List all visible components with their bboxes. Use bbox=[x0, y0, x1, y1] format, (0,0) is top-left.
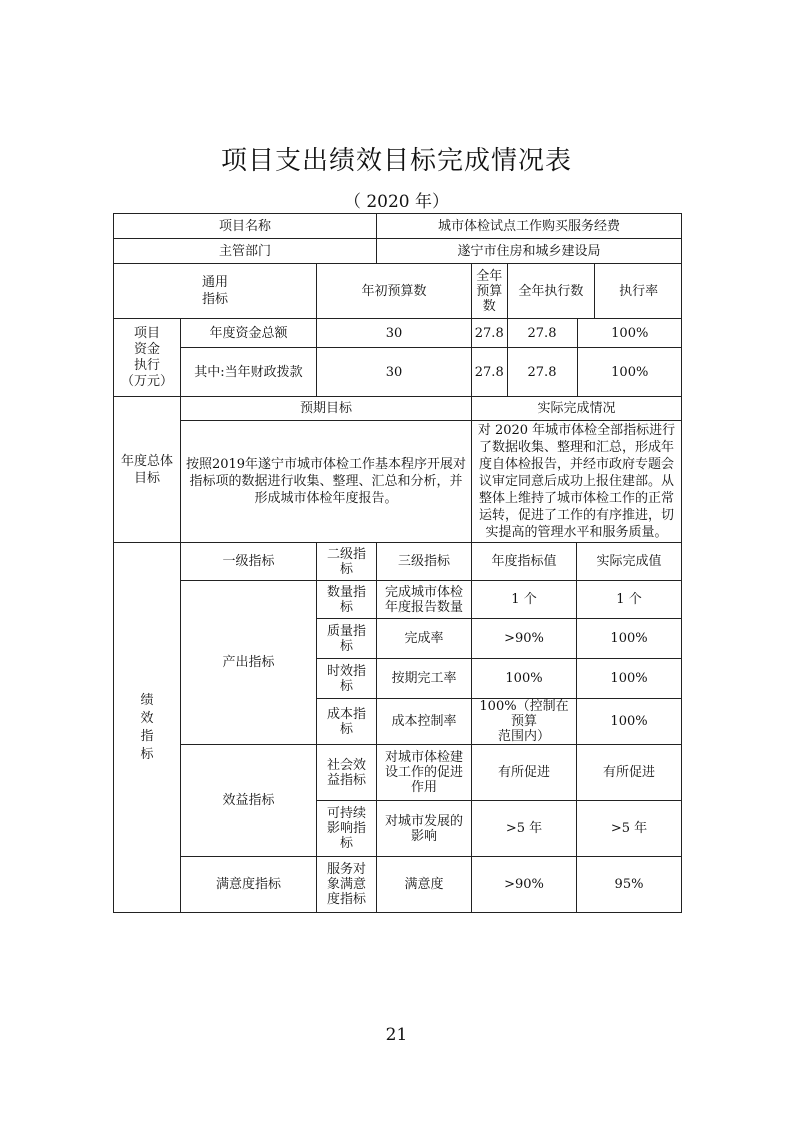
funds-row-initial: 30 bbox=[317, 348, 472, 397]
funds-rate-header: 执行率 bbox=[619, 283, 659, 299]
perf-actual: 100% bbox=[577, 699, 682, 745]
funds-group-label: 项目 资金 执行 （万元） bbox=[114, 319, 181, 397]
funds-row-rate: 100% bbox=[611, 364, 649, 380]
perf-target: 有所促进 bbox=[472, 745, 577, 801]
funds-right-header-wrap bbox=[472, 264, 682, 319]
perf-row bbox=[114, 857, 682, 913]
perf-actual-header: 实际完成值 bbox=[577, 543, 682, 581]
dept-row bbox=[114, 239, 682, 264]
perf-output-label: 产出指标 bbox=[181, 581, 317, 745]
funds-row-initial: 30 bbox=[317, 319, 472, 348]
perf-benefit-label: 效益指标 bbox=[181, 745, 317, 857]
annual-expected-header: 预期目标 bbox=[181, 397, 472, 421]
funds-exec-rate-header-wrap bbox=[507, 264, 682, 318]
performance-table bbox=[113, 213, 682, 913]
year-subtitle: （ 2020 年） bbox=[343, 192, 450, 212]
funds-row-exec: 27.8 bbox=[507, 348, 577, 396]
annual-content-row bbox=[114, 421, 682, 543]
funds-row-label: 年度资金总额 bbox=[181, 319, 317, 348]
annual-header-row bbox=[114, 397, 682, 421]
funds-row bbox=[114, 319, 682, 348]
project-name-label: 项目名称 bbox=[114, 214, 377, 239]
funds-fullyear-header: 全年 预算 数 bbox=[472, 264, 507, 318]
funds-row-right bbox=[472, 348, 682, 396]
perf-level3-header: 三级指标 bbox=[377, 543, 472, 581]
funds-row-exec: 27.8 bbox=[507, 319, 577, 347]
dept-label: 主管部门 bbox=[114, 239, 377, 264]
funds-right-header bbox=[472, 264, 682, 318]
perf-target-header: 年度指标值 bbox=[472, 543, 577, 581]
funds-row-fullyear: 27.8 bbox=[472, 348, 507, 396]
perf-group-label: 绩 效 指 标 bbox=[114, 543, 181, 913]
perf-l2: 社会效 益指标 bbox=[317, 745, 377, 801]
perf-row bbox=[114, 745, 682, 801]
funds-row-label: 其中:当年财政拨款 bbox=[181, 348, 317, 397]
funds-row-rate: 100% bbox=[611, 325, 649, 341]
funds-row-right-wrap bbox=[472, 348, 682, 397]
perf-target: 100% bbox=[472, 659, 577, 699]
perf-l2: 可持续 影响指 标 bbox=[317, 801, 377, 857]
perf-target: >5 年 bbox=[472, 801, 577, 857]
perf-l3: 成本控制率 bbox=[377, 699, 472, 745]
perf-actual: 有所促进 bbox=[577, 745, 682, 801]
perf-target: 100%（控制在预算 范围内） bbox=[472, 699, 577, 745]
perf-actual: >5 年 bbox=[577, 801, 682, 857]
perf-actual: 100% bbox=[577, 619, 682, 659]
funds-exec-rate-header bbox=[508, 264, 682, 318]
project-name-value: 城市体检试点工作购买服务经费 bbox=[377, 214, 682, 239]
funds-exec-header: 全年执行数 bbox=[508, 264, 595, 318]
funds-row-right bbox=[472, 319, 682, 347]
project-name-row bbox=[114, 214, 682, 239]
perf-l3: 完成城市体检 年度报告数量 bbox=[377, 581, 472, 619]
perf-level1-header: 一级指标 bbox=[181, 543, 317, 581]
perf-actual: 1 个 bbox=[577, 581, 682, 619]
dept-value: 遂宁市住房和城乡建设局 bbox=[377, 239, 682, 264]
funds-general-header: 通用 指标 bbox=[114, 264, 317, 319]
funds-row-fullyear: 27.8 bbox=[472, 319, 507, 347]
perf-target: >90% bbox=[472, 857, 577, 913]
perf-l2: 成本指 标 bbox=[317, 699, 377, 745]
annual-expected-text: 按照2019年遂宁市城市体检工作基本程序开展对指标项的数据进行收集、整理、汇总和分析，并形成城市体检年度报告。 bbox=[181, 421, 472, 543]
annual-actual-text: 对 2020 年城市体检全部指标进行了数据收集、整理和汇总，形成年度自体检报告，并经市政府专题会议审定同意后成功上报住建部。从整体上维持了城市体检工作的正常运转，促进了工作的有序推进，切实提高的管理水平和服务质量。 bbox=[472, 421, 682, 543]
perf-l2: 服务对 象满意 度指标 bbox=[317, 857, 377, 913]
page-number: 21 bbox=[385, 1025, 408, 1045]
perf-l3: 对城市体检建 设工作的促进 作用 bbox=[377, 745, 472, 801]
perf-l2: 质量指 标 bbox=[317, 619, 377, 659]
funds-row-right-wrap bbox=[472, 319, 682, 348]
perf-actual: 95% bbox=[577, 857, 682, 913]
annual-group-label: 年度总体 目标 bbox=[114, 397, 181, 543]
funds-row bbox=[114, 348, 682, 397]
perf-l3: 按期完工率 bbox=[377, 659, 472, 699]
annual-actual-header: 实际完成情况 bbox=[472, 397, 682, 421]
funds-header-row bbox=[114, 264, 682, 319]
perf-l3: 满意度 bbox=[377, 857, 472, 913]
perf-target: 1 个 bbox=[472, 581, 577, 619]
perf-level2-header: 二级指 标 bbox=[317, 543, 377, 581]
funds-initial-header: 年初预算数 bbox=[317, 264, 472, 319]
perf-actual: 100% bbox=[577, 659, 682, 699]
perf-l2: 时效指 标 bbox=[317, 659, 377, 699]
perf-satisfaction-label: 满意度指标 bbox=[181, 857, 317, 913]
page-title: 项目支出绩效目标完成情况表 bbox=[220, 146, 572, 176]
perf-header-row bbox=[114, 543, 682, 581]
perf-l3: 对城市发展的 影响 bbox=[377, 801, 472, 857]
perf-target: >90% bbox=[472, 619, 577, 659]
perf-l2: 数量指 标 bbox=[317, 581, 377, 619]
perf-l3: 完成率 bbox=[377, 619, 472, 659]
perf-row bbox=[114, 581, 682, 619]
